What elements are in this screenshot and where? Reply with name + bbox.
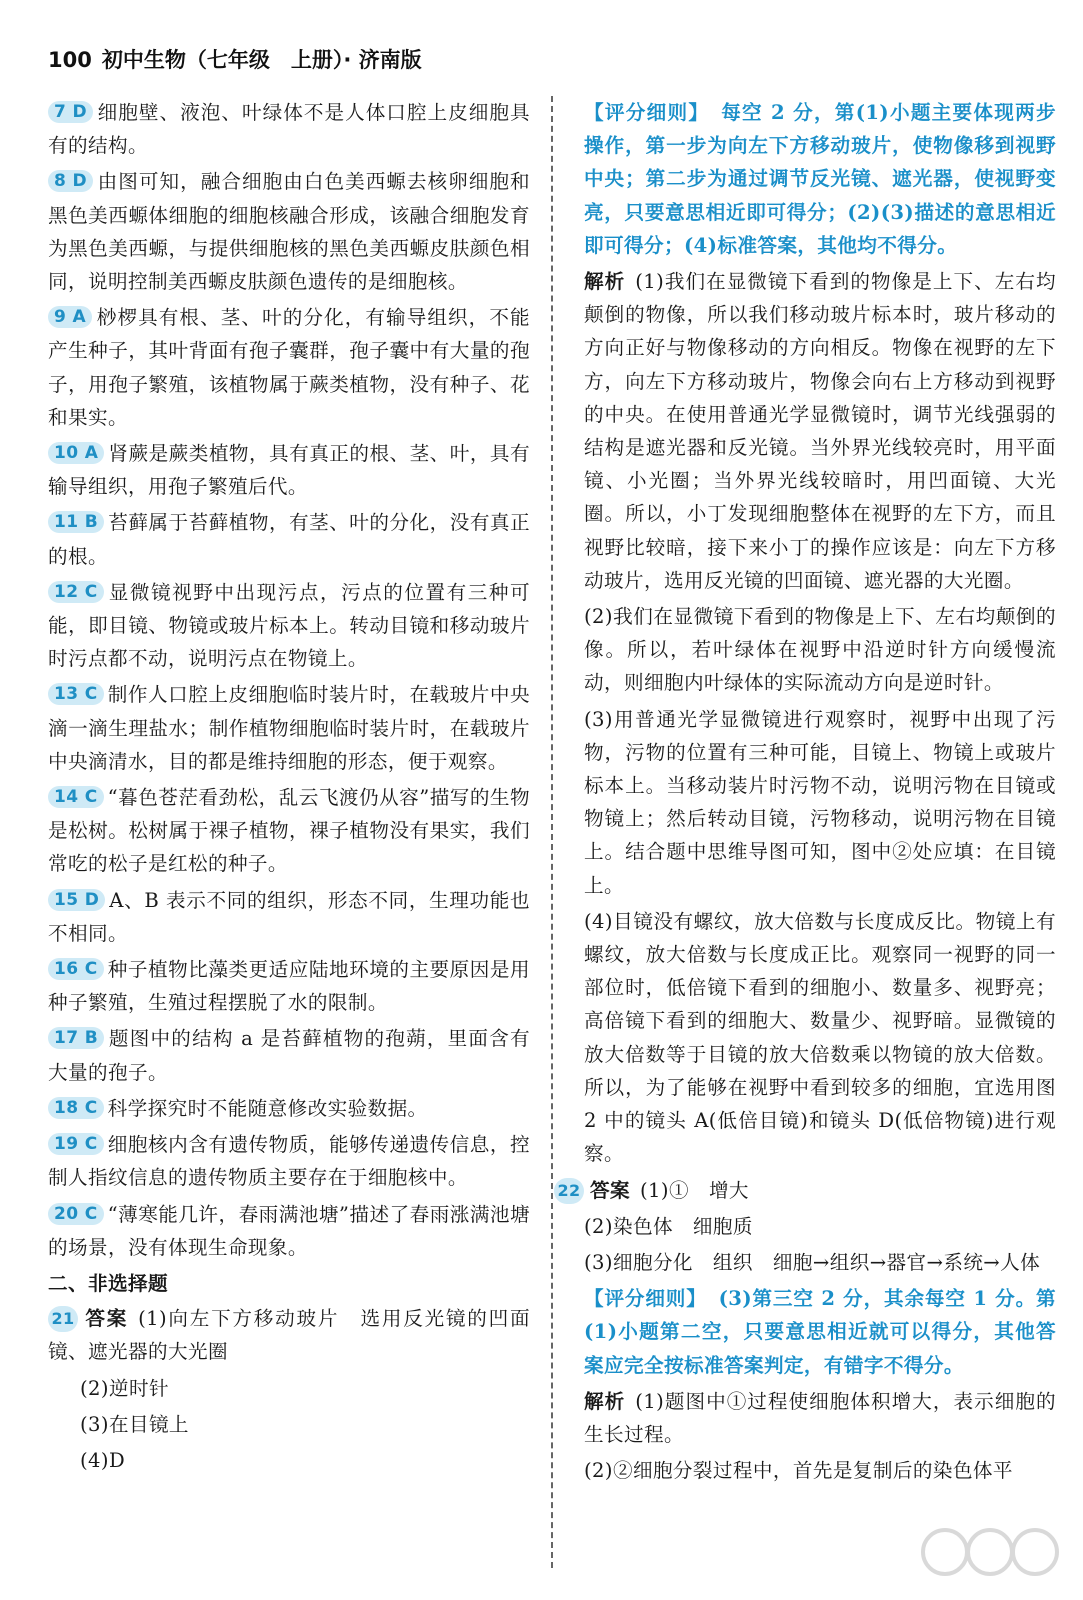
analysis-paragraph: [584, 1385, 1056, 1451]
answer-item: [48, 96, 530, 162]
answer-item: [48, 165, 530, 298]
answer-line: (3)细胞分化 组织 细胞→组织→器官→系统→人体: [584, 1250, 1041, 1274]
answer-line: (4)D: [80, 1448, 126, 1472]
question-number-badge: 18 C: [48, 1097, 104, 1119]
answer-item: [48, 1092, 530, 1125]
answer-text: 细胞核内含有遗传物质，能够传递遗传信息，控制人指纹信息的遗传物质主要存在于细胞核中。: [48, 1133, 530, 1190]
question-number-badge: 7 D: [48, 101, 93, 123]
watermark-logo: [915, 1522, 1065, 1586]
analysis-label: 解析: [584, 1389, 626, 1413]
analysis-paragraph: (2)②细胞分裂过程中，首先是复制后的染色体平: [584, 1459, 1013, 1483]
question-22-answer: [554, 1174, 1056, 1207]
scoring-text: (3)第三空 2 分，其余每空 1 分。第(1)小题第二空，只要意思相近就可以得分，其他答案应完全按标准答案判定，有错字不得分。: [584, 1287, 1056, 1377]
answer-line: (1)向左下方移动玻片 选用反光镜的凹面镜、遮光器的大光圈: [48, 1307, 530, 1364]
question-number-badge: 10 A: [48, 442, 104, 464]
answer-item: [48, 1198, 530, 1264]
analysis-paragraph: (3)用普通光学显微镜进行观察时，视野中出现了污物，污物的位置有三种可能，目镜上、物镜上或玻片标本上。当移动装片时污物不动，说明污物在目镜或物镜上；然后转动目镜，污物移动，说明污物在目镜上。结合题中思维导图可知，图中②处应填：在目镜上。: [584, 707, 1056, 897]
answer-item: [48, 953, 530, 1019]
question-number-badge: 16 C: [48, 958, 104, 980]
question-number-badge: 19 C: [48, 1133, 104, 1155]
answer-text: 显微镜视野中出现污点，污点的位置有三种可能，即目镜、物镜或玻片标本上。转动目镜和移动玻片时污点都不动，说明污点在物镜上。: [48, 580, 530, 671]
analysis-text: (1)题图中①过程使细胞体积增大，表示细胞的生长过程。: [584, 1389, 1056, 1446]
analysis-text: (1)我们在显微镜下看到的物像是上下、左右均颠倒的物像，所以我们移动玻片标本时，玻片移动的方向正好与物像移动的方向相反。物像在视野的左下方，向左下方移动玻片，物像会向右上方移动到视野的中央。在使用普通光学显微镜时，调节光线强弱的结构是遮光器和反光镜。当外界光线较亮时，用平面镜、小光圈；当外界光线较暗时，用凹面镜、大光圈。所以，小丁发现细胞整体在视野的左下方，而且视野比较暗，接下来小丁的操作应该是：向左下方移动玻片，选用反光镜的凹面镜、遮光器的大光圈。: [584, 270, 1056, 592]
answer-text: 肾蕨是蕨类植物，具有真正的根、茎、叶，具有输导组织，用孢子繁殖后代。: [48, 442, 530, 499]
answer-line: (2)染色体 细胞质: [584, 1214, 753, 1238]
scoring-text: 每空 2 分，第(1)小题主要体现两步操作，第一步为向左下方移动玻片，使物像移到视野中央；第二步为通过调节反光镜、遮光器，使视野变亮，只要意思相近即可得分；(2)(3)描述的意思相近即可得分；(4)标准答案，其他均不得分。: [584, 101, 1056, 257]
scoring-rules: [584, 96, 1056, 262]
answer-text: 细胞壁、液泡、叶绿体不是人体口腔上皮细胞具有的结构。: [48, 101, 530, 158]
answer-line: (1)① 增大: [640, 1178, 749, 1202]
multiple-choice-answers: [48, 96, 530, 1264]
question-number-badge: 22: [554, 1178, 584, 1204]
answer-text: 种子植物比藻类更适应陆地环境的主要原因是用种子繁殖，生殖过程摆脱了水的限制。: [48, 958, 530, 1015]
scoring-tag: 【评分细则】: [584, 1287, 707, 1311]
answer-text: 制作人口腔上皮细胞临时装片时，在载玻片中央滴一滴生理盐水；制作植物细胞临时装片时，在载玻片中央滴清水，目的都是维持细胞的形态，便于观察。: [48, 683, 530, 773]
book-title: 初中生物（七年级 上册）· 济南版: [101, 48, 422, 72]
column-divider: [551, 96, 553, 1568]
question-number-badge: 20 C: [48, 1203, 104, 1225]
question-number-badge: 15 D: [48, 889, 105, 911]
page-header: [48, 44, 422, 74]
question-number-badge: 14 C: [48, 786, 104, 808]
answer-text: 苔藓属于苔藓植物，有茎、叶的分化，没有真正的根。: [48, 511, 530, 568]
answer-text: 题图中的结构 a 是苔藓植物的孢蒴，里面含有大量的孢子。: [48, 1027, 530, 1084]
answer-text: 桫椤具有根、茎、叶的分化，有输导组织，不能产生种子，其叶背面有孢子囊群，孢子囊中有大量的孢子，用孢子繁殖，该植物属于蕨类植物，没有种子、花和果实。: [48, 306, 530, 429]
answer-item: [48, 678, 530, 778]
answer-item: [48, 301, 530, 434]
left-column: [48, 96, 530, 1480]
answer-item: [48, 884, 530, 950]
question-number-badge: 12 C: [48, 581, 104, 603]
scoring-tag: 【评分细则】: [584, 101, 710, 124]
answer-item: [48, 576, 530, 676]
section-title: 二、非选择题: [48, 1271, 168, 1295]
page-number: 100: [48, 48, 92, 72]
question-number-badge: 13 C: [48, 683, 104, 705]
question-number-badge: 9 A: [48, 306, 92, 328]
right-column: [557, 96, 1056, 1490]
answer-text: “暮色苍茫看劲松，乱云飞渡仍从容”描写的生物是松树。松树属于裸子植物，裸子植物没有果实，我们常吃的松子是红松的种子。: [48, 786, 530, 876]
answer-item: [48, 1022, 530, 1088]
scoring-rules: [584, 1282, 1056, 1382]
answer-text: 科学探究时不能随意修改实验数据。: [107, 1096, 428, 1120]
question-21-answer: [48, 1302, 530, 1368]
analysis-label: 解析: [584, 270, 626, 294]
question-number-badge: 8 D: [48, 170, 93, 192]
question-number-badge: 21: [48, 1306, 78, 1332]
analysis-paragraph: (4)目镜没有螺纹，放大倍数与长度成反比。物镜上有螺纹，放大倍数与长度成正比。观察同一视野的同一部位时，低倍镜下看到的细胞小、数量多、视野亮；高倍镜下看到的细胞大、数量少、视野暗。显微镜的放大倍数等于目镜的放大倍数乘以物镜的放大倍数。所以，为了能够在视野中看到较多的细胞，宜选用图 2 中的镜头 A(低倍目镜)和镜头 D(低倍物镜)进行观察。: [584, 909, 1056, 1166]
analysis-paragraph: (2)我们在显微镜下看到的物像是上下、左右均颠倒的像。所以，若叶绿体在视野中沿逆时针方向缓慢流动，则细胞内叶绿体的实际流动方向是逆时针。: [584, 605, 1056, 695]
answer-text: “薄寒能几许，春雨满池塘”描述了春雨涨满池塘的场景，没有体现生命现象。: [48, 1202, 530, 1259]
answer-line: (3)在目镜上: [80, 1412, 189, 1436]
answer-item: [48, 437, 530, 503]
answer-label: 答案: [590, 1178, 630, 1202]
answer-text: 由图可知，融合细胞由白色美西螈去核卵细胞和黑色美西螈体细胞的细胞核融合形成，该融合细胞发育为黑色美西螈，与提供细胞核的黑色美西螈皮肤颜色相同，说明控制美西螈皮肤颜色遗传的是细胞核。: [48, 170, 530, 294]
answer-item: [48, 1128, 530, 1194]
question-number-badge: 17 B: [48, 1027, 104, 1049]
answer-label: 答案: [84, 1307, 129, 1331]
answer-line: (2)逆时针: [80, 1376, 169, 1400]
analysis-paragraph: [584, 265, 1056, 597]
answer-item: [48, 781, 530, 881]
answer-item: [48, 506, 530, 572]
question-number-badge: 11 B: [48, 511, 104, 533]
answer-text: A、B 表示不同的组织，形态不同，生理功能也不相同。: [48, 888, 530, 945]
